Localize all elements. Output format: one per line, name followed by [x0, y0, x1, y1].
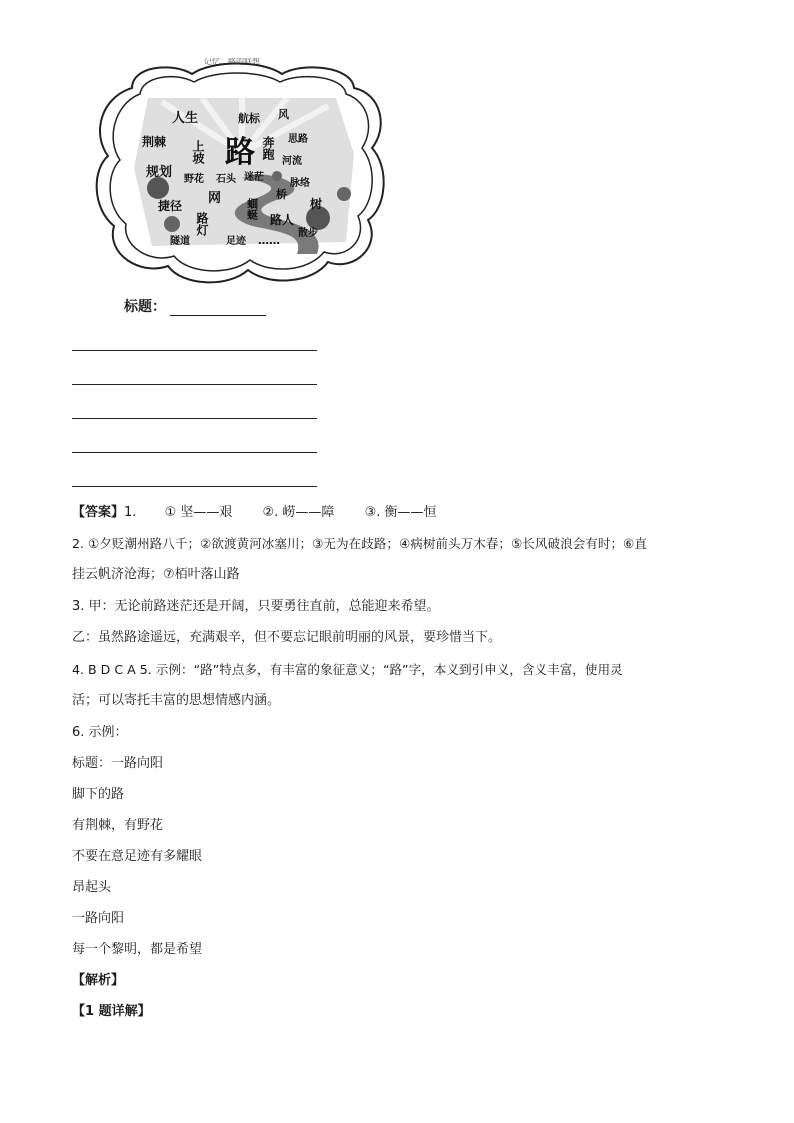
- figure-word: 思路: [288, 134, 308, 145]
- detail-label: 【1 题详解】: [72, 1004, 151, 1019]
- poem-line: 每一个黎明，都是希望: [72, 942, 203, 957]
- writing-line[interactable]: [72, 350, 317, 351]
- poem-line: 脚下的路: [72, 787, 125, 802]
- figure-word: 路灯: [195, 212, 209, 236]
- writing-line[interactable]: [72, 418, 317, 419]
- q1-item: ②. 崂——障: [262, 505, 335, 520]
- q1-item: ③. 衡——恒: [364, 505, 437, 520]
- poem-line: 不要在意足迹有多耀眼: [72, 849, 203, 864]
- figure-word: 河流: [282, 156, 302, 167]
- title-blank[interactable]: [170, 301, 266, 316]
- writing-line[interactable]: [72, 384, 317, 385]
- answer-q2-line2: 挂云帆济沧海；⑦栢叶落山路: [72, 567, 240, 582]
- figure-word: 规划: [146, 165, 173, 180]
- title-label: 标题：: [124, 299, 166, 315]
- poem-line: 有荆棘，有野花: [72, 818, 164, 833]
- q1-prefix: 1.: [124, 505, 137, 520]
- tree-icon: [164, 216, 180, 232]
- figure-word: 散步: [298, 228, 318, 239]
- answer-q3-line1: 3. 甲：无论前路迷茫还是开阔，只要勇往直前，总能迎来希望。: [72, 599, 440, 614]
- road-association-figure: [92, 58, 388, 290]
- figure-word: 荆棘: [142, 135, 167, 149]
- title-prompt: [124, 296, 266, 316]
- answer-q1-line: [72, 504, 436, 522]
- tree-icon: [337, 187, 351, 201]
- figure-word: 蜖蜒: [245, 198, 259, 220]
- figure-top-caption: 记忆…路的联想: [204, 58, 260, 66]
- figure-word: 石头: [216, 174, 236, 185]
- writing-line[interactable]: [72, 486, 317, 487]
- poem-line: 标题：一路向阳: [72, 756, 164, 771]
- answer-q2-line1: 2. ①夕贬潮州路八千；②欲渡黄河冰塞川；③无为在歧路；④病树前头万木春；⑤长风破浪会有时；⑥直: [72, 536, 647, 551]
- answer-q45-line2: 活；可以寄托丰富的思想情感内涵。: [72, 693, 281, 708]
- figure-word: 路人: [270, 213, 295, 227]
- figure-word: 脉络: [290, 178, 310, 189]
- figure-word: 树: [310, 197, 323, 211]
- figure-word: 上坡: [191, 140, 205, 164]
- figure-word: 迷茫: [244, 172, 264, 183]
- figure-word: 航标: [238, 112, 260, 125]
- poem-line: 一路向阳: [72, 911, 125, 926]
- q1-item: ① 坚——艰: [164, 505, 233, 520]
- figure-center-word: 路: [225, 135, 255, 170]
- answer-q45-line1: 4. B D C A 5. 示例：“路”特点多，有丰富的象征意义；“路”字，本义到引申义，含义丰富，使用灵: [72, 662, 623, 677]
- poem-line: 昂起头: [72, 880, 112, 895]
- answer-q3-line2: 乙：虽然路途遥远，充满艰辛，但不要忘记眼前明丽的风景，要珍惜当下。: [72, 630, 502, 645]
- figure-word: 隧道: [170, 236, 190, 247]
- figure-word: 风: [278, 108, 289, 121]
- figure-word: 奔跑: [261, 136, 275, 160]
- figure-word: 人生: [172, 111, 199, 126]
- cloud-word-map: [92, 58, 388, 290]
- tree-icon: [272, 171, 282, 181]
- answer-label: 【答案】: [72, 505, 125, 520]
- analysis-label: 【解析】: [72, 973, 125, 988]
- figure-word: 网: [208, 191, 222, 206]
- figure-word: 桥: [276, 188, 287, 201]
- writing-line[interactable]: [72, 452, 317, 453]
- figure-word: ……: [258, 234, 280, 247]
- figure-word: 野花: [184, 174, 204, 185]
- answer-q6-label: 6. 示例：: [72, 725, 128, 740]
- tree-icon: [147, 177, 169, 199]
- figure-word: 捷径: [158, 199, 183, 213]
- figure-word: 足迹: [226, 236, 246, 247]
